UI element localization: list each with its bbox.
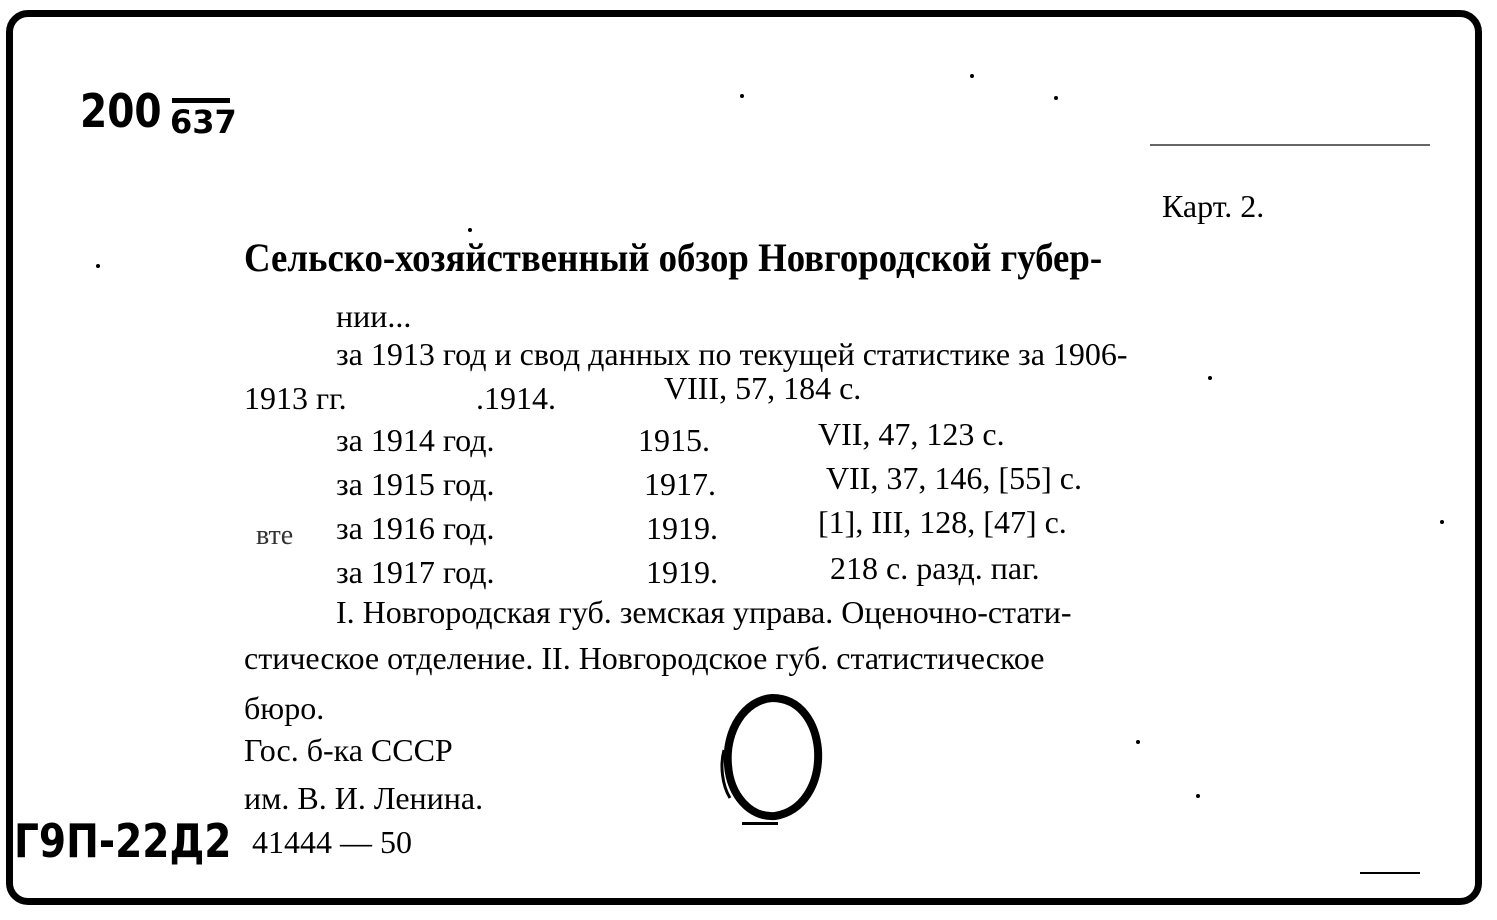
entry-1917-pages: 218 с. разд. паг.	[830, 550, 1040, 586]
record-title-continuation: нии...	[336, 298, 412, 334]
card-label: Карт. 2.	[1162, 188, 1265, 224]
entry-1915-pub-year: 1917.	[644, 466, 716, 502]
handwritten-call-number: 200	[80, 84, 162, 138]
library-name: Гос. б-ка СССР	[244, 732, 453, 768]
description-line-3: бюро.	[244, 690, 325, 726]
scan-speck	[1196, 794, 1200, 798]
entry-1913-pub-year: .1914.	[476, 380, 556, 416]
entry-1913-years: 1913 гг.	[244, 380, 347, 416]
scan-speck	[1054, 96, 1058, 100]
entry-1916-pages: [1], III, 128, [47] с.	[818, 504, 1067, 540]
record-title: Сельско-хозяйственный обзор Новгородской губер-	[244, 235, 1103, 280]
scan-speck	[96, 264, 100, 268]
description-line-1: I. Новгородская губ. земская управа. Оценочно-стати-	[336, 594, 1072, 630]
entry-1915-pages: VII, 37, 146, [55] с.	[826, 460, 1082, 496]
margin-annotation: вте	[256, 520, 294, 551]
description-line-2: стическое отделение. II. Новгородское губ. статистическое	[244, 640, 1045, 676]
library-name-2: им. В. И. Ленина.	[244, 780, 484, 816]
scan-speck	[1440, 520, 1444, 524]
entry-1916-pub-year: 1919.	[646, 510, 718, 546]
handwritten-sub-number: 637	[170, 103, 237, 141]
scan-speck	[740, 94, 744, 98]
print-order-number: 41444 — 50	[252, 824, 412, 860]
entry-1913-pages: VIII, 57, 184 с.	[664, 370, 862, 406]
entry-1914-text: за 1914 год.	[336, 422, 495, 458]
scan-line	[742, 822, 778, 825]
entry-1917-text: за 1917 год.	[336, 554, 495, 590]
handwritten-shelf-code: Г9П-22Д2	[14, 814, 232, 868]
entry-1914-pages: VII, 47, 123 с.	[818, 416, 1005, 452]
entry-1915-text: за 1915 год.	[336, 466, 495, 502]
entry-1917-pub-year: 1919.	[646, 554, 718, 590]
entry-1914-pub-year: 1915.	[638, 422, 710, 458]
scan-line	[1150, 144, 1430, 146]
scan-speck	[1136, 740, 1140, 744]
entry-1913-text: за 1913 год и свод данных по текущей статистике за 1906-	[336, 336, 1128, 372]
scan-speck	[970, 74, 974, 78]
scan-speck	[468, 228, 472, 232]
scan-speck	[1208, 376, 1212, 380]
scan-line	[1360, 872, 1420, 874]
library-stamp-icon	[710, 690, 840, 830]
entry-1916-text: за 1916 год.	[336, 510, 495, 546]
